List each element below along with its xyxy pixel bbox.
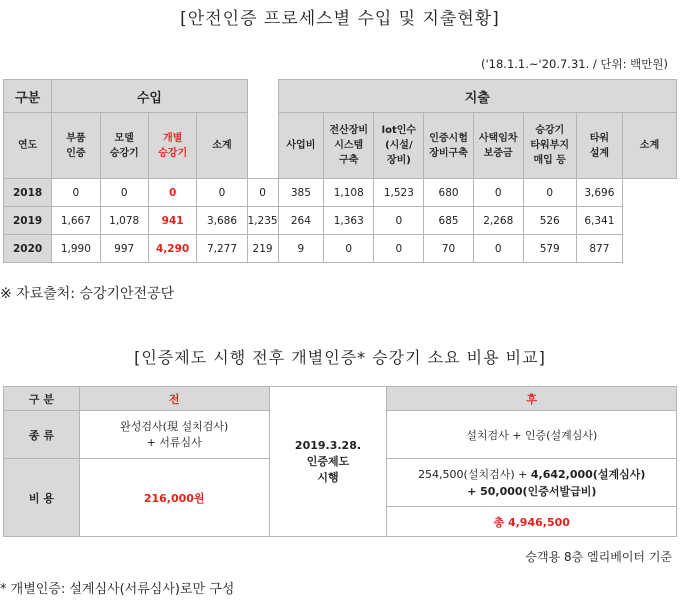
- year-cell: 2018: [4, 179, 52, 207]
- expense-cell: 9: [278, 235, 324, 263]
- income-cell: 3,686: [197, 207, 247, 235]
- income-col-header: 소계: [197, 113, 247, 179]
- basis-note: 승객용 8층 엘리베이터 기준: [525, 550, 672, 564]
- income-cell: 7,277: [197, 235, 247, 263]
- expense-cell: 219: [247, 235, 278, 263]
- enforcement-date-cell: [269, 387, 387, 537]
- expense-cell: 526: [523, 207, 576, 235]
- expense-cell: 0: [324, 235, 374, 263]
- expense-cell: 1,235: [247, 207, 278, 235]
- income-cell: 997: [100, 235, 148, 263]
- cost-comparison-table: [3, 386, 677, 537]
- year-cell: 2020: [4, 235, 52, 263]
- after-kind: 설치검사 + 인증(설계심사): [387, 411, 677, 459]
- footnote: * 개별인증: 설계심사(서류심사)로만 구성: [0, 582, 235, 597]
- income-cell: 941: [148, 207, 197, 235]
- income-cell: 1,078: [100, 207, 148, 235]
- expense-col-header: 사택임차 보증금: [473, 113, 523, 179]
- expense-col-header: 전산장비 시스템 구축: [324, 113, 374, 179]
- header-gubun: 구분: [4, 80, 52, 113]
- income-cell: 0: [148, 179, 197, 207]
- expense-col-header: 사업비: [278, 113, 324, 179]
- before-cost: 216,000원: [79, 459, 269, 537]
- income-cell: 4,290: [148, 235, 197, 263]
- income-cell: 1,990: [52, 235, 100, 263]
- header-income: 수입: [52, 80, 247, 113]
- unit-note: ('18.1.1.~'20.7.31. / 단위: 백만원): [481, 57, 668, 71]
- income-cell: 0: [197, 179, 247, 207]
- expense-cell: 3,696: [576, 179, 622, 207]
- table-row: [4, 235, 677, 263]
- after-cost-install: 254,500(설치검사) +: [418, 467, 531, 481]
- after-total: 총 4,946,500: [387, 507, 677, 537]
- expense-cell: 264: [278, 207, 324, 235]
- table2-title: [인증제도 시행 전후 개별인증* 승강기 소요 비용 비교]: [134, 348, 546, 367]
- expense-cell: 385: [278, 179, 324, 207]
- income-cell: 0: [52, 179, 100, 207]
- expense-cell: 0: [247, 179, 278, 207]
- expense-cell: 680: [424, 179, 473, 207]
- header-before: 전: [79, 387, 269, 411]
- expense-cell: 579: [523, 235, 576, 263]
- table-row: [4, 179, 677, 207]
- expense-cell: 0: [374, 207, 424, 235]
- header-gubun2: 구 분: [4, 387, 80, 411]
- source-note: ※ 자료출처: 승강기안전공단: [0, 286, 175, 302]
- expense-col-header: 소계: [623, 113, 677, 179]
- income-expense-table: [3, 79, 677, 263]
- expense-cell: 1,523: [374, 179, 424, 207]
- expense-cell: 877: [576, 235, 622, 263]
- expense-cell: 0: [523, 179, 576, 207]
- expense-col-header: 인증시험 장비구축: [424, 113, 473, 179]
- header-expense: 지출: [278, 80, 676, 113]
- label-cost: 비 용: [4, 459, 80, 537]
- income-col-header: 개별 승강기: [148, 113, 197, 179]
- table-row: [4, 207, 677, 235]
- before-kind: 완성검사(現 설치검사) + 서류심사: [79, 411, 269, 459]
- table1-title: [안전인증 프로세스별 수입 및 지출현황]: [180, 9, 500, 29]
- header-year: 연도: [4, 113, 52, 179]
- income-cell: 0: [100, 179, 148, 207]
- expense-cell: 2,268: [473, 207, 523, 235]
- income-cell: 1,667: [52, 207, 100, 235]
- expense-col-header: lot인수 (시설/ 장비): [374, 113, 424, 179]
- income-col-header: 모델 승강기: [100, 113, 148, 179]
- expense-cell: 0: [473, 179, 523, 207]
- after-cost-detail: [387, 459, 677, 507]
- income-col-header: 부품 인증: [52, 113, 100, 179]
- expense-cell: 0: [473, 235, 523, 263]
- label-kind: 종 류: [4, 411, 80, 459]
- expense-col-header: 타워 설계: [576, 113, 622, 179]
- expense-cell: 6,341: [576, 207, 622, 235]
- after-cost-cert: + 50,000(인증서발급비): [467, 484, 597, 498]
- column-gap: [247, 80, 278, 179]
- header-after: 후: [387, 387, 677, 411]
- enforcement-date: 2019.3.28. 인증제도 시행: [294, 438, 362, 484]
- expense-cell: 1,108: [324, 179, 374, 207]
- expense-cell: 1,363: [324, 207, 374, 235]
- year-cell: 2019: [4, 207, 52, 235]
- expense-cell: 0: [374, 235, 424, 263]
- expense-cell: 685: [424, 207, 473, 235]
- expense-col-header: 승강기 타워부지 매입 등: [523, 113, 576, 179]
- after-cost-design: 4,642,000(설계심사): [530, 467, 646, 481]
- expense-cell: 70: [424, 235, 473, 263]
